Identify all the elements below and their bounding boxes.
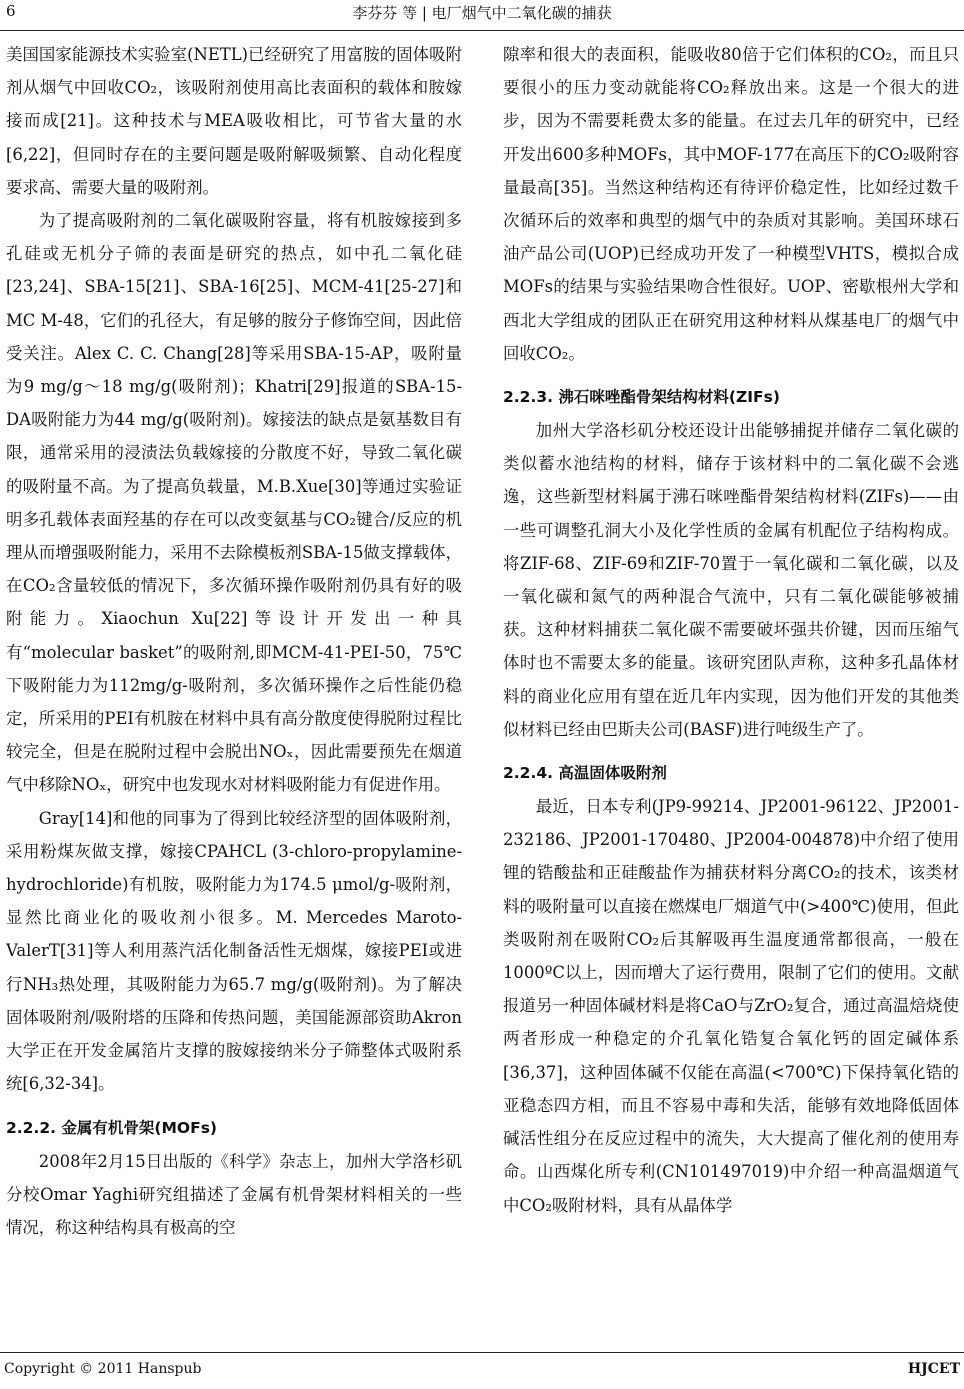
paragraph-netl: 美国国家能源技术实验室(NETL)已经研究了用富胺的固体吸附剂从烟气中回收CO₂，该吸附剂使用高比表面积的载体和胺嫁接而成[21]。这种技术与MEA吸收相比，可节省大量的水[6,22]，但同时存在的主要问题是吸附解吸频繁、自动化程度要求高、需要大量的吸附剂。 (6, 45, 462, 197)
paragraph-zifs: 加州大学洛杉矶分校还设计出能够捕捉并储存二氧化碳的类似蓄水池结构的材料，储存于该材料中的二氧化碳不会逃逸，这些新型材料属于沸石咪唑酯骨架结构材料(ZIFs)——由一些可调整孔洞大小及化学性质的金属有机配位子结构构成。将ZIF-68、ZIF-69和ZIF-70置于一氧化碳和二氧化碳，以及一氧化碳和氮气的两种混合气流中，只有二氧化碳能够被捕获。这种材料捕获二氧化碳不需要破坏强共价键，因而压缩气体时也不需要太多的能量。该研究团队声称，这种多孔晶体材料的商业化应用有望在近几年内实现，因为他们开发的其他类似材料已经由巴斯夫公司(BASF)进行吨级生产了。 (503, 421, 959, 739)
page-header (0, 0, 964, 31)
paragraph-mofs-continued: 隙率和很大的表面积，能吸收80倍于它们体积的CO₂，而且只要很小的压力变动就能将CO₂释放出来。这是一个很大的进步，因为不需要耗费太多的能量。在过去几年的研究中，已经开发出600多种MOFs，其中MOF-177在高压下的CO₂吸附容量最高[35]。当然这种结构还有待评价稳定性，比如经过数千次循环后的效率和典型的烟气中的杂质对其影响。美国环球石油产品公司(UOP)已经成功开发了一种模型VHTS，模拟合成MOFs的结果与实验结果吻合性很好。UOP、密歇根州大学和西北大学组成的团队正在研究用这种材料从煤基电厂的烟气中回收CO₂。 (503, 45, 959, 363)
paragraph-amine-grafting: 为了提高吸附剂的二氧化碳吸附容量，将有机胺嫁接到多孔硅或无机分子筛的表面是研究的热点，如中孔二氧化硅[23,24]、SBA-15[21]、SBA-16[25]、MCM-41[25-27]和MC M-48，它们的孔径大，有足够的胺分子修饰空间，因此倍受关注。Alex C. C. Chang[28]等采用SBA-15-AP，吸附量为9 mg/g～18 mg/g(吸附剂)；Khatri[29]报道的SBA-15-DA吸附能力为44 mg/g(吸附剂)。嫁接法的缺点是氨基数目有限，通常采用的浸渍法负载嫁接的分散度不好，导致二氧化碳的吸附量不高。为了提高负载量，M.B.Xue[30]等通过实验证明多孔载体表面羟基的存在可以改变氨基与CO₂键合/反应的机理从而增强吸附能力，采用不去除模板剂SBA-15做支撑载体，在CO₂含量较低的情况下，多次循环操作吸附剂仍具有好的吸附能力。Xiaochun Xu[22]等设计开发出一种具有“molecular basket”的吸附剂,即MCM-41-PEI-50，75℃下吸附能力为112mg/g-吸附剂，多次循环操作之后性能仍稳定，所采用的PEI有机胺在材料中具有高分散度使得脱附过程比较完全，但是在脱附过程中会脱出NOₓ，因此需要预先在烟道气中移除NOₓ，研究中也发现水对材料吸附能力有促进作用。 (6, 211, 462, 795)
paragraph-gray: Gray[14]和他的同事为了得到比较经济型的固体吸附剂，采用粉煤灰做支撑，嫁接CPAHCL (3-chloro-propylamine-hydrochloride)有机胺，吸附能力为174.5 μmol/g-吸附剂，显然比商业化的吸收剂小很多。M. Mercedes Maroto-ValerT[31]等人利用蒸汽活化制备活性无烟煤，嫁接PEI或进行NH₃热处理，其吸附能力为65.7 mg/g(吸附剂)。为了解决固体吸附剂/吸附塔的压降和传热问题，美国能源部资助Akron大学正在开发金属箔片支撑的胺嫁接纳米分子筛整体式吸附系统[6,32-34]。 (6, 808, 462, 1094)
paragraph-mofs-intro: 2008年2月15日出版的《科学》杂志上，加州大学洛杉矶分校Omar Yaghi研究组描述了金属有机骨架材料相关的一些情况，称这种结构具有极高的空 (6, 1151, 462, 1237)
paragraph-high-temp: 最近，日本专利(JP9-99214、JP2001-96122、JP2001-232186、JP2001-170480、JP2004-004878)中介绍了使用锂的锆酸盐和正硅酸盐作为捕获材料分离CO₂的技术，该类材料的吸附量可以直接在燃煤电厂烟道气中(>400℃)使用，但此类吸附剂在吸附CO₂后其解吸再生温度通常都很高，一般在1000ºC以上，因而增大了运行费用，限制了它们的使用。文献报道另一种固体碱材料是将CaO与ZrO₂复合，通过高温焙烧使两者形成一种稳定的介孔氧化锆复合氧化钙的固定碱体系[36,37]，这种固体碱不仅能在高温(<700℃)下保持氧化锆的亚稳态四方相，而且不容易中毒和失活，能够有效地降低固体碱活性组分在反应过程中的流失，大大提高了催化剂的使用寿命。山西煤化所专利(CN101497019)中介绍一种高温烟道气中CO₂吸附材料，具有从晶体学 (503, 797, 959, 1215)
running-title: 李芬芬 等 | 电厂烟气中二氧化碳的捕获 (352, 4, 612, 22)
page-footer (0, 1352, 964, 1389)
section-heading-mofs: 2.2.2. 金属有机骨架(MOFs) (6, 1118, 217, 1137)
right-column (503, 38, 959, 1222)
section-heading-high-temp: 2.2.4. 高温固体吸附剂 (503, 764, 667, 783)
section-heading-zifs: 2.2.3. 沸石咪唑酯骨架结构材料(ZIFs) (503, 388, 780, 407)
journal-abbrev: HJCET (907, 1361, 960, 1377)
page-number: 6 (6, 2, 16, 20)
left-column (6, 38, 462, 1244)
copyright-notice: Copyright © 2011 Hanspub (4, 1361, 202, 1377)
